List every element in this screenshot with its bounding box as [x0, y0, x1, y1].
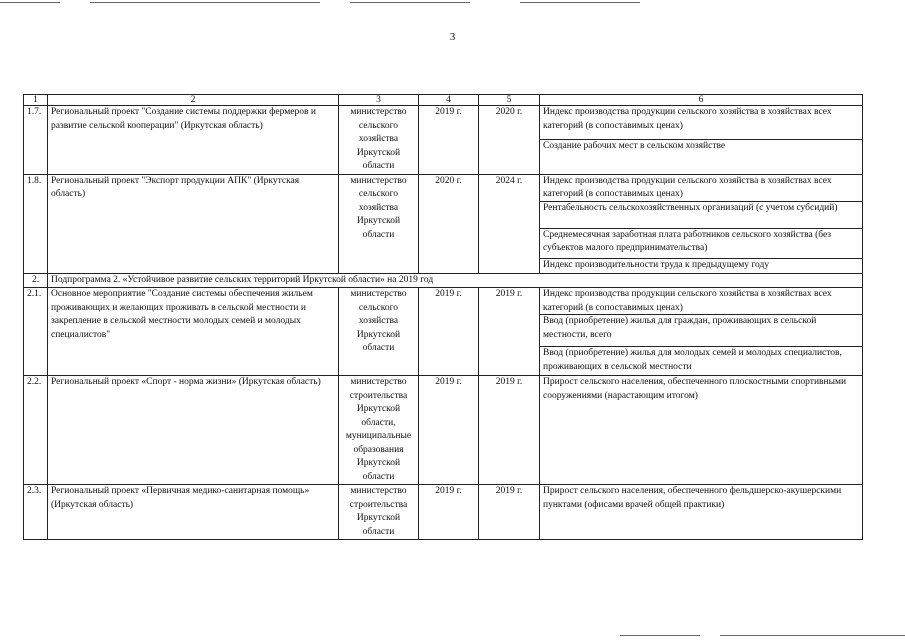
header-cell: 3: [339, 95, 419, 106]
start-year: 2019 г.: [419, 288, 479, 376]
header-cell: 5: [479, 95, 540, 106]
start-year: 2019 г.: [419, 485, 479, 540]
responsible-org: министерство сельского хозяйства Иркутской области: [339, 288, 419, 376]
table-row: [24, 485, 863, 540]
header-cell: 2: [48, 95, 339, 106]
page-number: 3: [449, 31, 456, 43]
start-year: 2020 г.: [419, 174, 479, 273]
indicator: Прирост сельского населения, обеспеченного фельдшерско-акушерскими пунктами (офисами врачей общей практики): [543, 486, 842, 510]
indicator: Индекс производительности труда к предыдущему году: [543, 259, 770, 270]
section-row: [24, 273, 863, 288]
responsible-org: министерство сельского хозяйства Иркутской области: [339, 106, 419, 175]
table-row: [24, 288, 863, 376]
row-number: 1.8.: [24, 174, 48, 273]
header-cell: 4: [419, 95, 479, 106]
end-year: 2019 г.: [479, 485, 540, 540]
indicator: Индекс производства продукции сельского хозяйства в хозяйствах всех категорий (в сопоставимых ценах): [540, 175, 862, 202]
scan-artifact: [0, 2, 60, 3]
indicators-cell: [540, 174, 863, 273]
indicator: Среднемесячная заработная плата работников сельского хозяйства (без субъектов малого предпринимательства): [540, 229, 862, 259]
indicators-cell: [540, 106, 863, 175]
responsible-org: министерство сельского хозяйства Иркутской области: [339, 174, 419, 273]
row-number: 2.2.: [24, 376, 48, 485]
indicator: Индекс производства продукции сельского хозяйства в хозяйствах всех категорий (в сопоставимых ценах): [540, 288, 862, 315]
header-cell: 1: [24, 95, 48, 106]
section-number: 2.: [24, 273, 48, 288]
row-number: 2.1.: [24, 288, 48, 376]
scan-artifact: [620, 635, 700, 636]
responsible-org: министерство строительства Иркутской области: [339, 485, 419, 540]
scan-artifact: [720, 635, 905, 636]
project-name: Региональный проект «Спорт - норма жизни» (Иркутская область): [48, 376, 339, 485]
project-name: Региональный проект "Экспорт продукции АПК" (Иркутская область): [48, 174, 339, 273]
indicator: Создание рабочих мест в сельском хозяйстве: [543, 141, 726, 151]
header-row: [24, 95, 863, 106]
indicator: Индекс производства продукции сельского хозяйства в хозяйствах всех категорий (в сопоставимых ценах): [540, 106, 862, 140]
end-year: 2024 г.: [479, 174, 540, 273]
row-number: 1.7.: [24, 106, 48, 175]
program-table: [23, 94, 863, 540]
indicators-cell: [540, 485, 863, 540]
indicator: Ввод (приобретение) жилья для молодых семей и молодых специалистов, проживающих в сельской местности: [543, 348, 842, 372]
table-row: [24, 106, 863, 175]
indicators-cell: [540, 376, 863, 485]
start-year: 2019 г.: [419, 106, 479, 175]
section-title: Подпрограмма 2. «Устойчивое развитие сельских территорий Иркутской области» на 2019 год: [48, 273, 863, 288]
indicator: Ввод (приобретение) жилья для граждан, проживающих в сельской местности, всего: [540, 315, 862, 347]
scan-artifact: [520, 2, 640, 3]
row-number: 2.3.: [24, 485, 48, 540]
end-year: 2019 г.: [479, 376, 540, 485]
indicators-cell: [540, 288, 863, 376]
project-name: Региональный проект «Первичная медико-санитарная помощь» (Иркутская область): [48, 485, 339, 540]
scan-artifact: [90, 2, 320, 3]
end-year: 2020 г.: [479, 106, 540, 175]
header-cell: 6: [540, 95, 863, 106]
end-year: 2019 г.: [479, 288, 540, 376]
table-row: [24, 376, 863, 485]
responsible-org: министерство строительства Иркутской области, муниципальные образования Иркутской области: [339, 376, 419, 485]
table-row: [24, 174, 863, 273]
scan-artifact: [350, 2, 470, 3]
project-name: Основное мероприятие "Создание системы обеспечения жильем проживающих и желающих проживать в сельской местности и закрепление в сельской местности молодых семей и молодых специалистов": [48, 288, 339, 376]
table-body: [24, 95, 863, 540]
start-year: 2019 г.: [419, 376, 479, 485]
indicator: Прирост сельского населения, обеспеченного плоскостными спортивными сооружениями (нарастающим итогом): [543, 377, 847, 401]
project-name: Региональный проект "Создание системы поддержки фермеров и развитие сельской кооперации" (Иркутская область): [48, 106, 339, 175]
indicator: Рентабельность сельскохозяйственных организаций (с учетом субсидий): [540, 202, 862, 229]
